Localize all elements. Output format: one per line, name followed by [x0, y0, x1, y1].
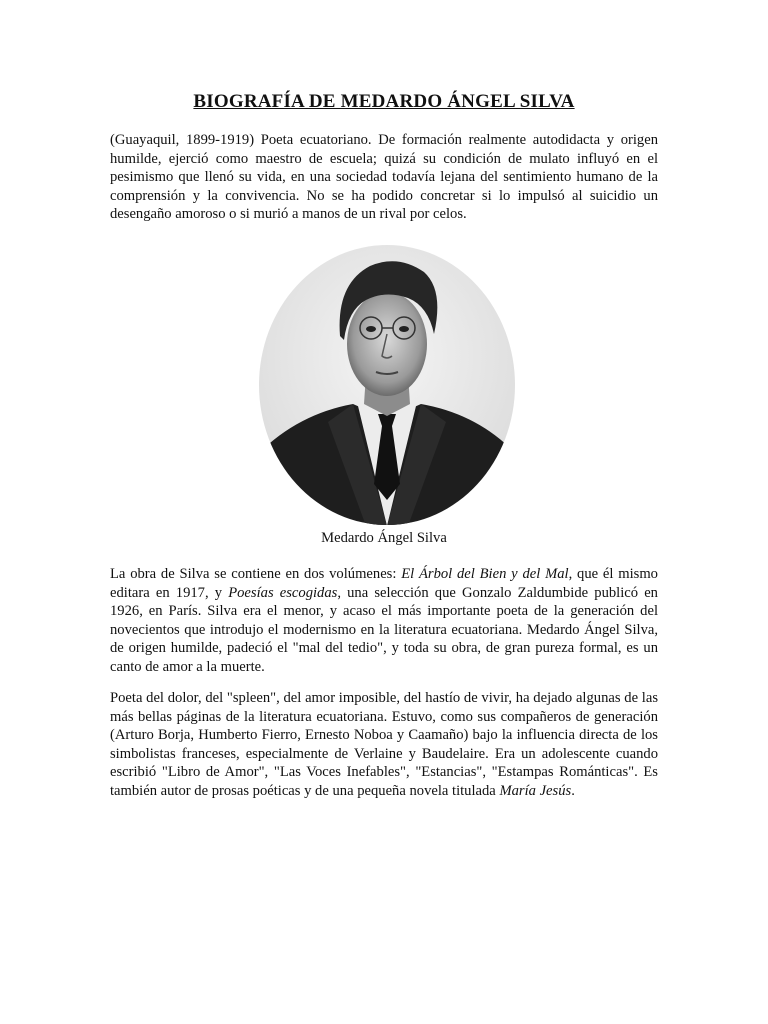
intro-paragraph: (Guayaquil, 1899-1919) Poeta ecuatoriano. De formación realmente autodidacta y origen humilde, ejerció como maestro de escuela; quizá su condición de mulato influyó en el pesimismo que llenó su vida, en una sociedad todavía lejana del sentimiento humano de la comprensión y la convivencia. No se ha podido concretar si lo impulsó al suicidio un desengaño amoroso o si murió a manos de un rival por celos.: [110, 132, 658, 223]
text-span: , una selección que Gonzalo Zaldumbide publicó en 1926, en París. Silva era el menor, y acaso el más importante poeta de la generación del novecientos que introdujo el modernismo en la literatura ecuatoriana. Medardo Ángel Silva, de origen humilde, padeció el "mal del tedio", y toda su obra, de gran pureza formal, es un canto de amor a la muerte.: [110, 584, 658, 675]
book-title: El Árbol del Bien y del Mal: [401, 566, 569, 582]
text-span: .: [571, 782, 575, 799]
book-title: Poesías escogidas: [228, 584, 338, 601]
photo-caption: Medardo Ángel Silva: [321, 530, 447, 546]
legacy-paragraph: [110, 689, 658, 801]
text-span: La obra de Silva se contiene en dos volúmenes:: [110, 566, 402, 582]
portrait-photo: [258, 244, 516, 526]
page-title: BIOGRAFÍA DE MEDARDO ÁNGEL SILVA: [193, 91, 575, 112]
text-span: , que él mismo editara en 1917, y: [110, 566, 658, 601]
works-paragraph: [110, 565, 658, 677]
text-span: Poeta del dolor, del "spleen", del amor imposible, del hastío de vivir, ha dejado algunas de las más bellas páginas de la literatura ecuatoriana. Estuvo, como sus compañeros de generación (Arturo Borja, Humberto Fierro, Ernesto Noboa y Caamaño) bajo la influencia directa de los simbolistas franceses, especialmente de Verlaine y Baudelaire. Era un adolescente cuando escribió "Libro de Amor", "Las Voces Inefables", "Estancias", "Estampas Románticas". Es también autor de prosas poéticas y de una pequeña novela titulada: [110, 690, 658, 799]
book-title: María Jesús: [499, 782, 572, 799]
portrait-image: [258, 244, 516, 526]
